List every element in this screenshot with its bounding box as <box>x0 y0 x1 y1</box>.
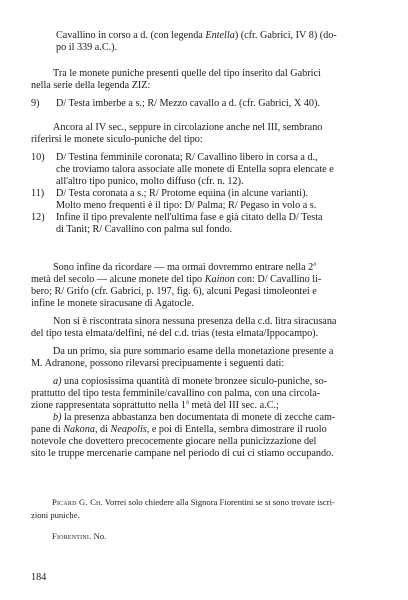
item-number: 10) <box>31 152 45 163</box>
text-line: zione rappresentata soprattutto nella 1$^a$ metà del III sec. a.C.; <box>31 398 279 411</box>
text-line: Infine il tipo prevalente nell'ultima fase e già citato della D/ Testa <box>56 212 323 223</box>
picard-remark-cont: zioni puniche. <box>31 510 80 520</box>
item-number: 12) <box>31 212 45 223</box>
text-line: prattutto del tipo testa femminile/cavallino con palma, con una circola- <box>31 388 321 399</box>
text-line: D/ Testina femminile coronata; R/ Cavallino libero in corsa a d., <box>56 152 318 163</box>
picard-remark <box>52 496 335 508</box>
item-number: 9) <box>31 98 40 109</box>
text-line: Tra le monete puniche presenti quelle del tipo inserito dal Gabrici <box>53 68 321 79</box>
text-line: notevole che dovettero precocemente giocare nella punicizzazione del <box>31 436 317 447</box>
text-line: a) una copiosissima quantità di monete bronzee siculo-puniche, so- <box>53 376 328 387</box>
text-line: sito le truppe mercenarie campane nel periodo di cui ci stiamo occupando. <box>31 448 334 459</box>
text-line: all'altro tipo punico, molto diffuso (cfr. n. 12). <box>56 176 244 187</box>
text-line: di Tanit; R/ Cavallino con palma sul fondo. <box>56 224 233 235</box>
text-line: Non si è riscontrata sinora nessuna presenza della c.d. litra siracusana <box>53 316 337 327</box>
text-line: Ancora al IV sec., seppure in circolazione anche nel III, sembrano <box>53 122 323 133</box>
text-line: po il 339 a.C.). <box>56 42 118 53</box>
text-line: pane di Nakona, di Neapolis, e poi di Entella, sembra dimostrare il ruolo <box>31 424 327 435</box>
text-line: D/ Testa coronata a s.; R/ Protome equina (in alcune varianti). <box>56 188 309 199</box>
text-line: metà del secolo — alcune monete del tipo Kainon con: D/ Cavallino li- <box>31 274 322 285</box>
text-line: bero; R/ Grifo (cfr. Gabrici, p. 197, fig. 6), alcuni Pegasi timoleontei e <box>31 286 317 297</box>
text-line: riferirsi le monete siculo-puniche del tipo: <box>31 134 203 145</box>
item-number: 11) <box>31 188 45 199</box>
text-line: b) la presenza abbastanza ben documentata di monete di zecche cam- <box>53 412 336 423</box>
text-line: Molto meno frequenti è il tipo: D/ Palma; R/ Pegaso in volo a s. <box>56 200 317 211</box>
text-line: che troviamo talora associate alle monete di Entella sopra elencate e <box>56 164 334 175</box>
page-number: 184 <box>31 572 47 583</box>
fiorentini-remark <box>52 530 106 542</box>
text-line: infine le monete siracusane di Agatocle. <box>31 298 194 309</box>
speaker-picard: Picard G. Ch. <box>52 497 103 507</box>
picard-question: Vorrei solo chiedere alla Signora Fiorentini se si sono trovate iscri- <box>104 497 335 507</box>
text-line: Cavallino in corso a d. (con legenda Entella) (cfr. Gabrici, IV 8) (do- <box>56 30 337 41</box>
text-line: del tipo testa elmata/delfini, né del c.d. trias (testa elmata/Ippocampo). <box>31 328 319 339</box>
text-line: D/ Testa imberbe a s.; R/ Mezzo cavallo a d. (cfr. Gabrici, X 40). <box>56 98 320 109</box>
text-line: Sono infine da ricordare — ma ormai dovremmo entrare nella 2$^a$ <box>53 260 317 273</box>
text-line: nella serie della legenda ZIZ: <box>31 80 151 91</box>
fiorentini-answer: No. <box>93 531 107 541</box>
text-line: Da un primo, sia pure sommario esame della monetazione presente a <box>53 346 334 357</box>
text-line: M. Adranone, possono rilevarsi precipuamente i seguenti dati: <box>31 358 285 369</box>
speaker-fiorentini: Fiorentini. <box>52 531 92 541</box>
